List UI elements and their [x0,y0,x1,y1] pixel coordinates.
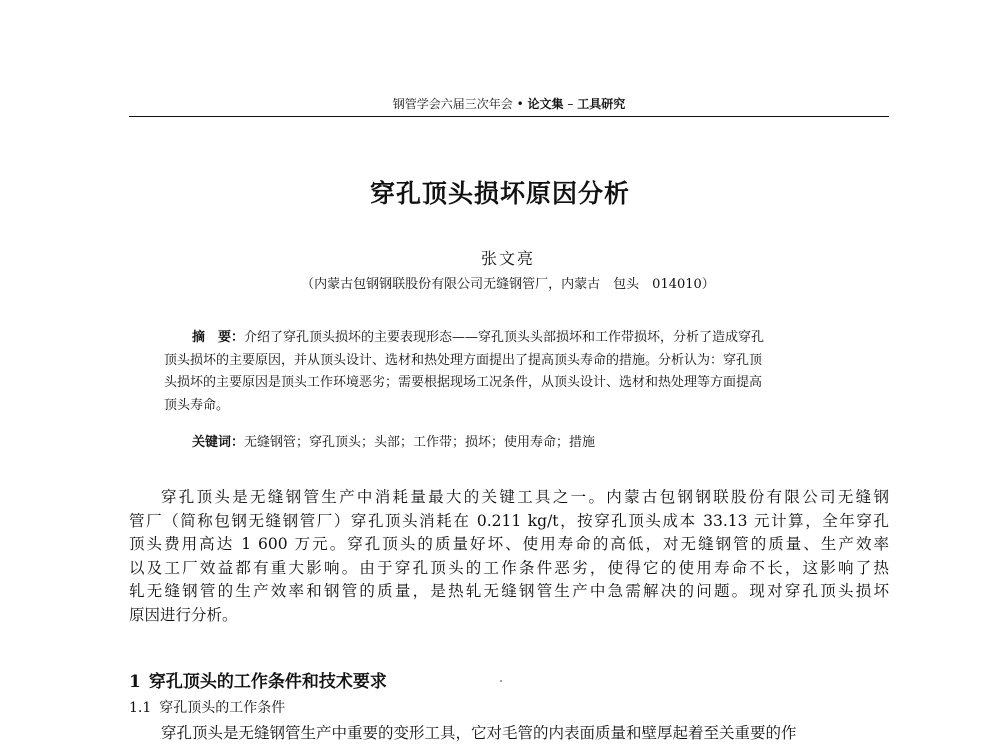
section-heading [129,670,387,694]
running-header-dash: – [563,97,578,111]
abstract-line: 头损坏的主要原因是顶头工作环境恶劣；需要根据现场工况条件，从顶头设计、选材和热处理等方面提高 [164,375,763,391]
subsection-heading [129,698,285,718]
abstract-text: 介绍了穿孔顶头损坏的主要表现形态——穿孔顶头头部损坏和工作带损坏，分析了造成穿孔 [244,330,765,345]
running-header [129,96,889,112]
running-header-conference: 钢管学会六届三次年会 [392,97,513,111]
paper-title: 穿孔顶头损坏原因分析 [369,179,630,208]
scan-speck [500,680,502,682]
paragraph-line: 轧无缝钢管的生产效率和钢管的质量，是热轧无缝钢管生产中急需解决的问题。现对穿孔顶头损坏 [129,582,889,601]
subsection-title: 穿孔顶头的工作条件 [159,700,286,716]
abstract-line: 顶头损坏的主要原因，并从顶头设计、选材和热处理方面提出了提高顶头寿命的措施。分析认为：穿孔顶 [164,352,763,368]
paragraph-line: 原因进行分析。 [129,605,238,624]
section-title: 穿孔顶头的工作条件和技术要求 [148,672,387,692]
paragraph-line: 穿孔顶头是无缝钢管生产中消耗量最大的关键工具之一。内蒙古包钢钢联股份有限公司无缝钢 [161,488,889,506]
abstract-line [164,327,860,350]
paragraph-line: 以及工厂效益都有重大影响。由于穿孔顶头的工作条件恶劣，使得它的使用寿命不长，这影响了热 [129,558,889,577]
running-header-separator: • [512,97,528,111]
paragraph-line: 顶头费用高达 1 600 万元。穿孔顶头的质量好坏、使用寿命的高低，对无缝钢管的质量、生产效率 [129,535,889,554]
keywords-text: 无缝钢管；穿孔顶头；头部；工作带；损坏；使用寿命；措施 [244,435,596,450]
author-name: 张文亮 [480,249,535,268]
keywords-label: 关键词： [192,435,245,450]
running-header-collection: 论文集 [527,97,564,111]
abstract-label: 摘 要： [192,330,245,345]
header-rule [129,116,889,117]
subsection-number: 1.1 [129,700,152,716]
keywords [192,433,595,453]
intro-paragraph [129,486,889,628]
abstract [164,327,860,417]
running-header-section: 工具研究 [577,97,626,111]
abstract-line: 顶头寿命。 [164,397,230,413]
author-affiliation: （内蒙古包钢钢联股份有限公司无缝钢管厂，内蒙古 包头 014010） [301,277,715,292]
section-number: 1 [129,672,141,692]
paragraph-line: 管厂（简称包钢无缝钢管厂）穿孔顶头消耗在 0.211 kg/t，按穿孔顶头成本 33.13 元计算，全年穿孔 [129,511,889,530]
section-paragraph: 穿孔顶头是无缝钢管生产中重要的变形工具，它对毛管的内表面质量和壁厚起着至关重要的作 [161,724,797,742]
